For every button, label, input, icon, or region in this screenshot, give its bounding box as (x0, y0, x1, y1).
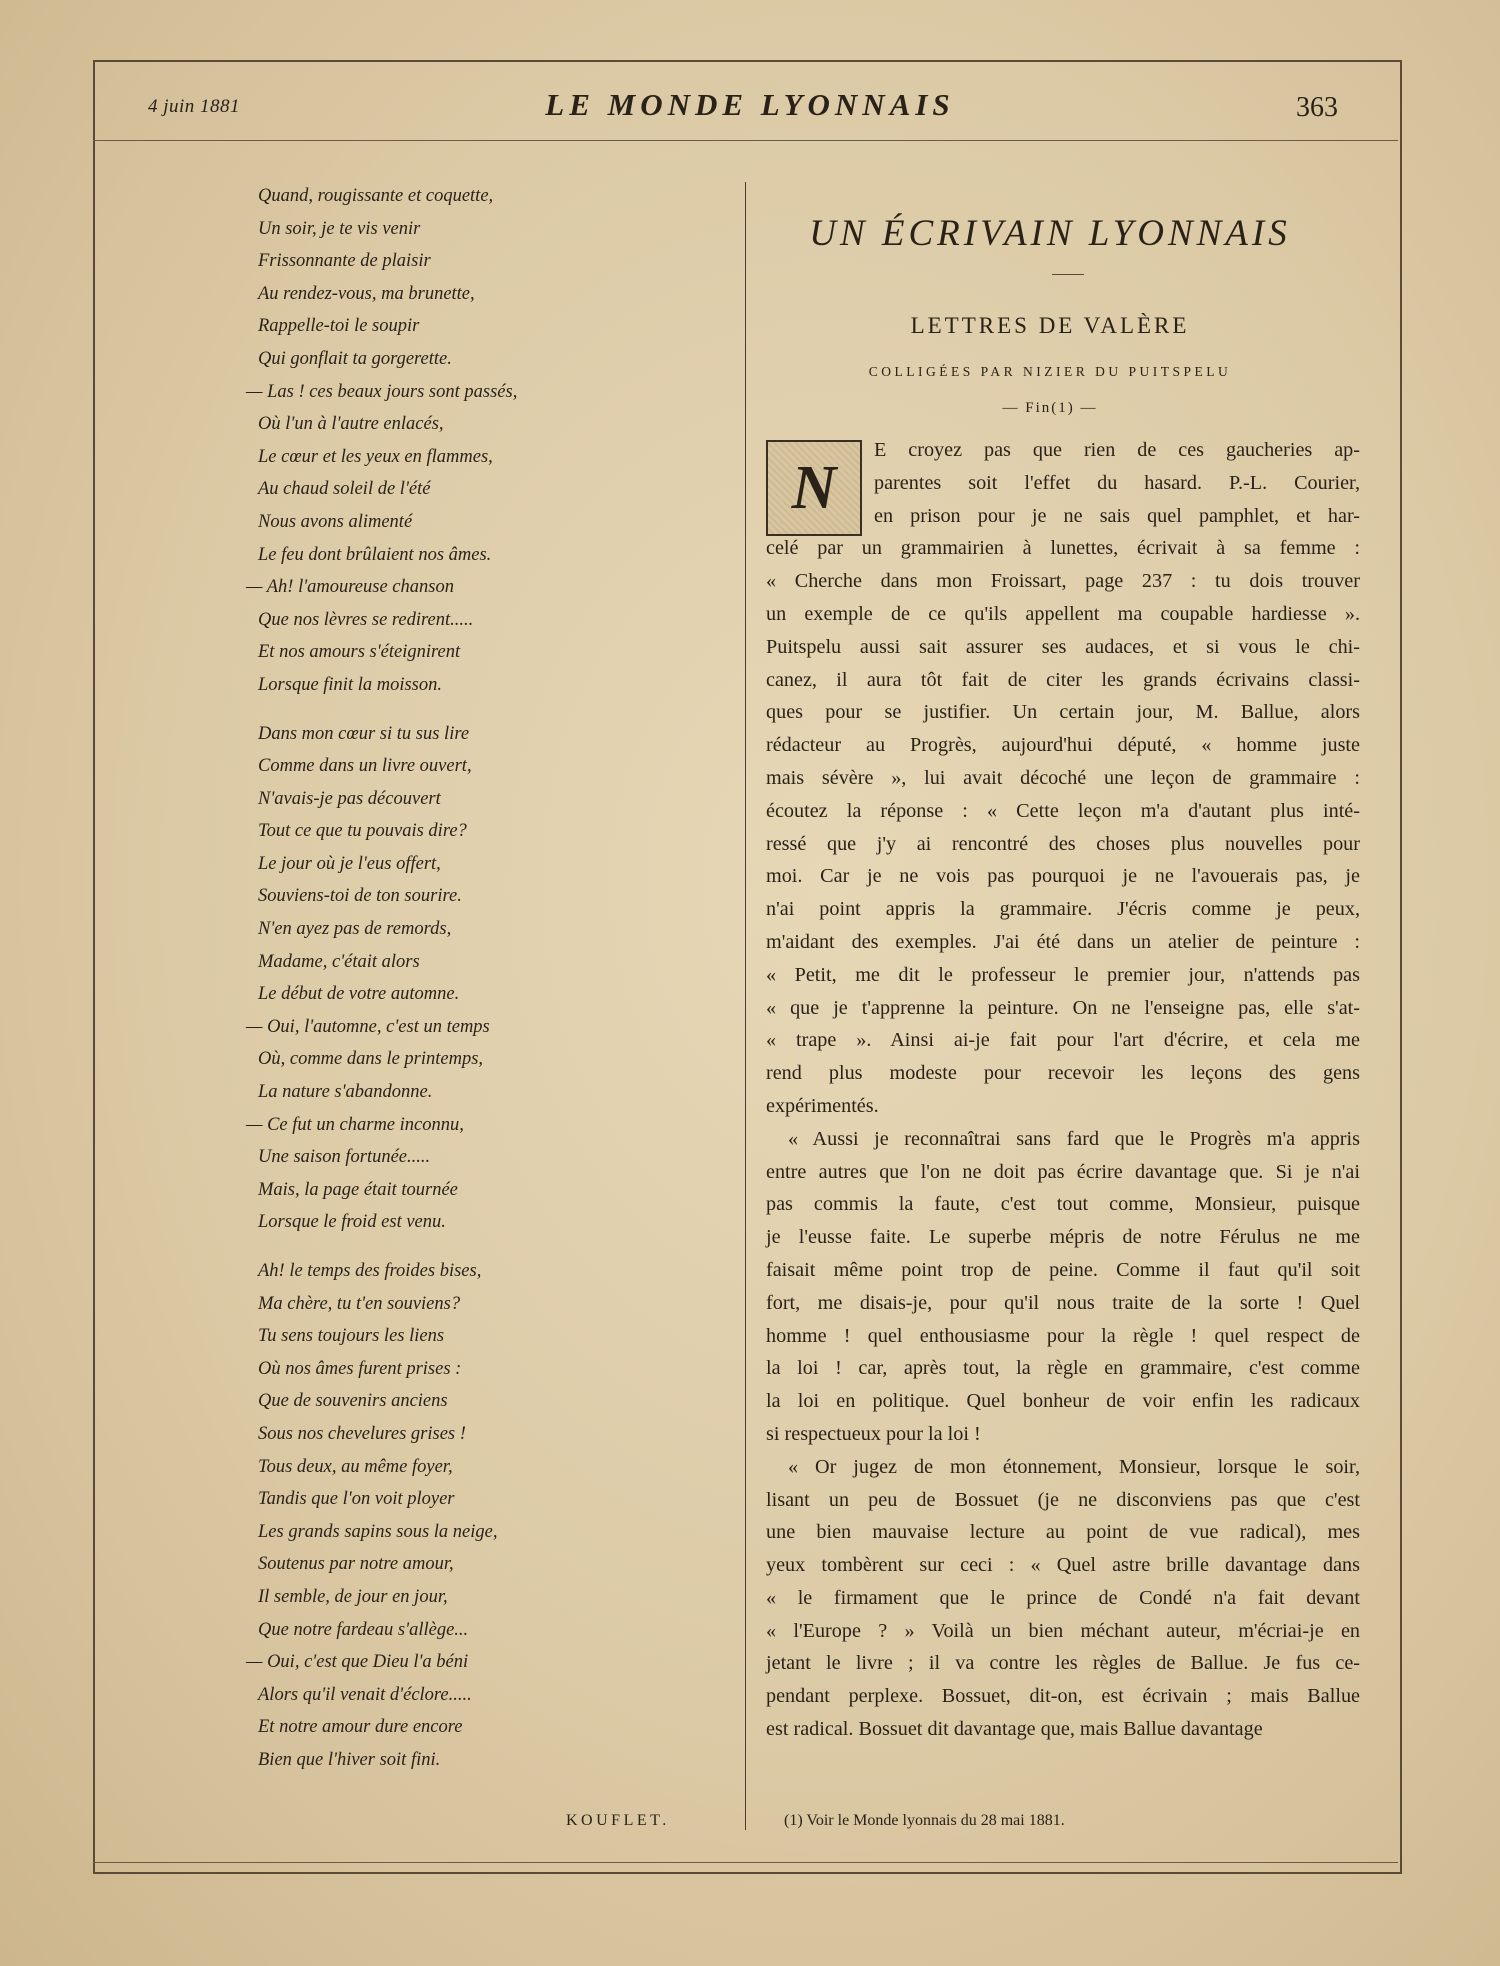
poem-line: — Ah! l'amoureuse chanson (246, 577, 454, 598)
stanza-gap (258, 1239, 698, 1255)
article-line: pendant perplexe. Bossuet, dit-on, est écrivain ; mais Ballue (766, 1685, 1360, 1708)
poem-line: Un soir, je te vis venir (258, 218, 421, 239)
poem-line: Le cœur et les yeux en flammes, (258, 446, 493, 467)
article-subtitle: LETTRES DE VALÈRE (910, 313, 1190, 338)
article-line: « Petit, me dit le professeur le premier jour, n'attends pas (766, 963, 1360, 986)
poem-line: Dans mon cœur si tu sus lire (258, 723, 470, 744)
article-title: UN ÉCRIVAIN LYONNAIS (809, 213, 1291, 254)
poem-line: Alors qu'il venait d'éclore..... (258, 1684, 472, 1705)
poem-line: La nature s'abandonne. (258, 1082, 433, 1103)
ornamental-dropcap: N (766, 440, 862, 536)
poem-line: Frissonnante de plaisir (258, 251, 431, 272)
article-line: entre autres que l'on ne doit pas écrire davantage que. Si je n'ai (766, 1160, 1360, 1183)
poem-line: Nous avons alimenté (258, 511, 413, 532)
poem-line: Une saison fortunée..... (258, 1147, 431, 1168)
article-line: Puitspelu aussi sait assurer ses audaces, et si vous le chi- (766, 635, 1360, 658)
poem-line: Sous nos chevelures grises ! (258, 1423, 466, 1444)
poem-line: Bien que l'hiver soit fini. (258, 1749, 441, 1770)
article-line: « le firmament que le prince de Condé n'a fait devant (766, 1586, 1360, 1609)
poem-stanza-3 (246, 1255, 698, 1777)
article-line: pas commis la faute, c'est tout comme, Monsieur, puisque (766, 1193, 1360, 1216)
title-rule (1052, 274, 1084, 275)
article-line: écoutez la réponse : « Cette leçon m'a d'autant plus inté- (766, 799, 1360, 822)
article-line: expérimentés. (766, 1094, 879, 1117)
poem-line: Tandis que l'on voit ployer (258, 1489, 455, 1510)
poem-line: Au rendez-vous, ma brunette, (258, 283, 475, 304)
article-line: mais sévère », lui avait décoché une leçon de grammaire : (766, 766, 1360, 789)
article-line: faisait même point trop de peine. Comme il faut qu'il soit (766, 1258, 1360, 1281)
article-line: « l'Europe ? » Voilà un bien méchant auteur, m'écriai-je en (766, 1619, 1360, 1642)
poem-line: Le jour où je l'eus offert, (258, 853, 441, 874)
poem-line: N'avais-je pas découvert (258, 788, 441, 809)
footnote: (1) Voir le Monde lyonnais du 28 mai 1881. (784, 1812, 1065, 1829)
poem-line: — Ce fut un charme inconnu, (246, 1114, 464, 1135)
article-byline: COLLIGÉES PAR NIZIER DU PUITSPELU (868, 364, 1232, 379)
article-line: « que je t'apprenne la peinture. On ne l'enseigne pas, elle s'at- (766, 996, 1360, 1019)
article-line: parentes soit l'effet du hasard. P.-L. Courier, (874, 471, 1360, 494)
article-line: moi. Car je ne vois pas pourquoi je ne l'avouerais pas, je (766, 865, 1360, 888)
poem-line: — Las ! ces beaux jours sont passés, (246, 381, 518, 402)
column-divider (745, 182, 746, 1830)
poem-line: Lorsque finit la moisson. (258, 674, 442, 695)
header-title: LE MONDE LYONNAIS (545, 87, 955, 122)
article-line: en prison pour je ne sais quel pamphlet, et har- (874, 504, 1360, 527)
article-line: si respectueux pour la loi ! (766, 1422, 981, 1445)
poem-line: Les grands sapins sous la neige, (258, 1521, 498, 1542)
poem-line: Ma chère, tu t'en souviens? (258, 1293, 461, 1314)
poem-line: Madame, c'était alors (258, 951, 420, 972)
article-line: celé par un grammairien à lunettes, écrivait à sa femme : (766, 537, 1360, 560)
poem-signature: KOUFLET. (566, 1812, 670, 1829)
poem-line: Qui gonflait ta gorgerette. (258, 348, 452, 369)
article-line: n'ai point appris la grammaire. J'écris comme je peux, (766, 898, 1360, 921)
header-date: 4 juin 1881 (148, 96, 241, 117)
article-line: la loi en politique. Quel bonheur de voir enfin les radicaux (766, 1390, 1360, 1413)
poem-line: Tu sens toujours les liens (258, 1326, 445, 1347)
poem-line: Le feu dont brûlaient nos âmes. (258, 544, 492, 565)
poem-line: Que nos lèvres se redirent..... (258, 609, 474, 630)
poem-line: Où nos âmes furent prises : (258, 1358, 462, 1379)
poem-line: Quand, rougissante et coquette, (258, 186, 494, 206)
article-line: fort, me disais-je, pour qu'il nous traite de la sorte ! Quel (766, 1291, 1360, 1314)
poem-line: Tout ce que tu pouvais dire? (258, 821, 467, 842)
poem-line: Tous deux, au même foyer, (258, 1456, 453, 1477)
article-line: ques pour se justifier. Un certain jour, M. Ballue, alors (766, 701, 1360, 724)
article-line: la loi ! car, après tout, la règle en grammaire, c'est comme (766, 1357, 1360, 1380)
page-number: 363 (1296, 92, 1338, 123)
article-line: « Or jugez de mon étonnement, Monsieur, lorsque le soir, (788, 1455, 1360, 1478)
poem-line: Rappelle-toi le soupir (258, 316, 420, 337)
poem-line: N'en ayez pas de remords, (258, 919, 452, 940)
header-rule (93, 140, 1398, 141)
poem-line: Comme dans un livre ouvert, (258, 756, 472, 777)
poem-line: Soutenus par notre amour, (258, 1554, 454, 1575)
poem-stanza-1 (246, 180, 698, 702)
article-line: je l'eusse faite. Le superbe mépris de notre Férulus ne me (766, 1226, 1360, 1249)
poem-line: Et notre amour dure encore (258, 1717, 463, 1738)
poem-line: — Oui, l'automne, c'est un temps (246, 1016, 490, 1037)
poem (246, 180, 698, 1777)
poem-line: Et nos amours s'éteignirent (258, 642, 461, 663)
poem-line: Lorsque le froid est venu. (258, 1212, 446, 1233)
poem-line: Le début de votre automne. (258, 984, 460, 1005)
article-line: ressé que j'y ai rencontré des choses plus nouvelles pour (766, 832, 1360, 855)
article-line: « trape ». Ainsi ai-je fait pour l'art d'écrire, et cela me (766, 1029, 1360, 1052)
article-line: homme ! quel enthousiasme pour la règle ! quel respect de (766, 1324, 1360, 1347)
poem-line: Il semble, de jour en jour, (258, 1586, 448, 1607)
poem-stanza-2 (246, 718, 698, 1240)
article-body (766, 434, 1360, 1746)
article-fin-marker: — Fin(1) — (1002, 400, 1098, 416)
poem-line: Ah! le temps des froides bises, (258, 1261, 482, 1281)
article-line: m'aidant des exemples. J'ai été dans un atelier de peinture : (766, 930, 1360, 953)
bottom-rule (93, 1862, 1398, 1863)
poem-line: — Oui, c'est que Dieu l'a béni (246, 1652, 469, 1673)
article-line: rédacteur au Progrès, aujourd'hui député, « homme juste (766, 734, 1360, 757)
article-line: « Cherche dans mon Froissart, page 237 : tu dois trouver (766, 570, 1360, 593)
poem-line: Au chaud soleil de l'été (258, 479, 431, 500)
article-line: lisant un peu de Bossuet (je ne disconviens pas que c'est (766, 1488, 1360, 1511)
poem-line: Où, comme dans le printemps, (258, 1049, 484, 1070)
poem-line: Que de souvenirs anciens (258, 1391, 448, 1412)
article-line: « Aussi je reconnaîtrai sans fard que le Progrès m'a appris (788, 1127, 1360, 1150)
poem-line: Mais, la page était tournée (258, 1179, 458, 1200)
article-line: est radical. Bossuet dit davantage que, mais Ballue davantage (766, 1718, 1263, 1741)
stanza-gap (258, 702, 698, 718)
poem-line: Où l'un à l'autre enlacés, (258, 414, 444, 435)
article-line: canez, il aura tôt fait de citer les grands écrivains classi- (766, 668, 1360, 691)
poem-line: Souviens-toi de ton sourire. (258, 886, 462, 907)
poem-line: Que notre fardeau s'allège... (258, 1619, 469, 1640)
article-line: yeux tombèrent sur ceci : « Quel astre brille davantage dans (766, 1554, 1360, 1577)
article-line: jetant le livre ; il va contre les règles de Ballue. Je fus ce- (766, 1652, 1360, 1675)
article-line: E croyez pas que rien de ces gaucheries ap- (874, 439, 1360, 461)
article-line: une bien mauvaise lecture au point de vue radical), mes (766, 1521, 1360, 1544)
article-line: rend plus modeste pour recevoir les leçons des gens (766, 1062, 1360, 1085)
article-line: un exemple de ce qu'ils appellent ma coupable hardiesse ». (766, 602, 1360, 625)
